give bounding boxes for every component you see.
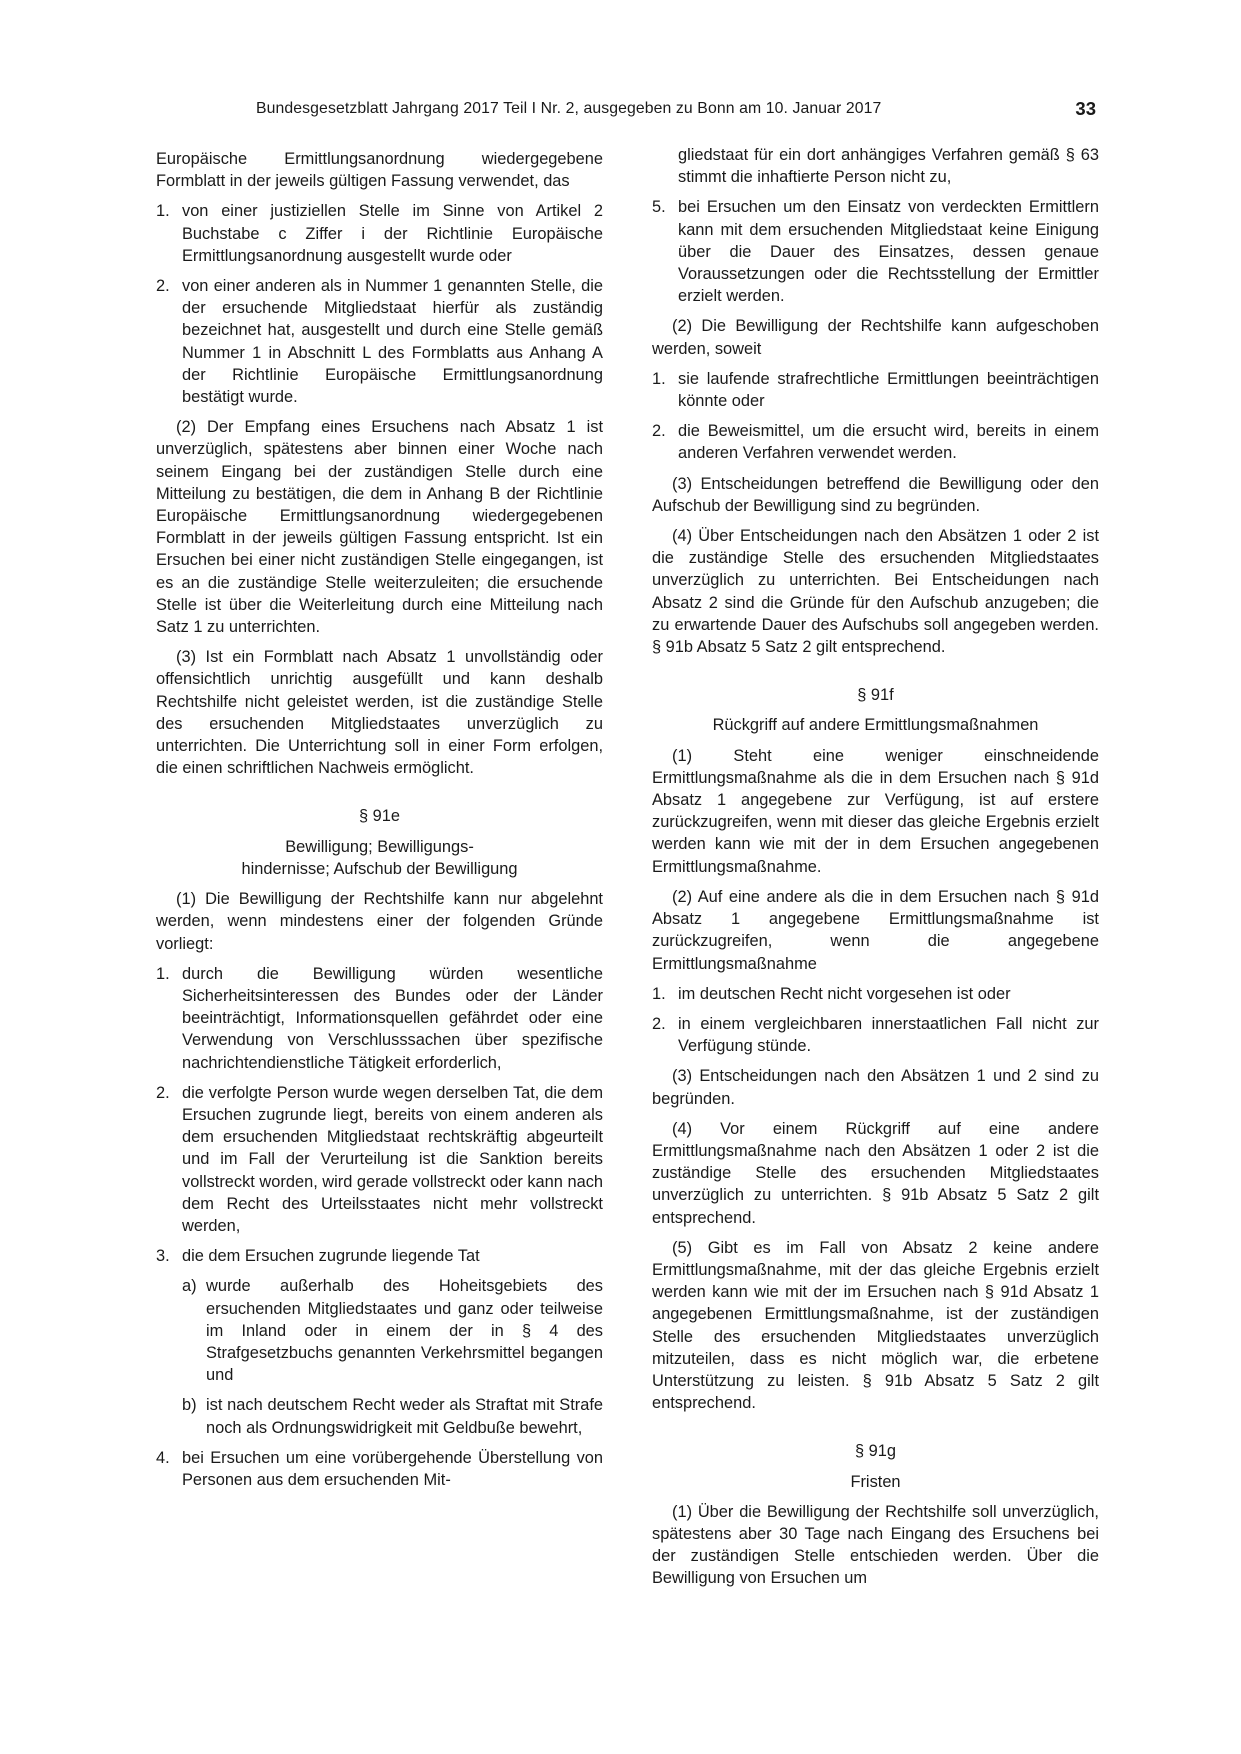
paragraph-91e-3: (3) Entscheidungen betreffend die Bewilligung oder den Aufschub der Bewilligung sind zu begründen. — [652, 474, 1099, 515]
sub-list-text: wurde außerhalb des Hoheitsgebiets des ersuchenden Mitgliedstaates und ganz oder teilweise im Inland oder in einem der in § 4 des Strafgesetzbuchs genannten Verkehrsmittel begangen und — [206, 1277, 603, 1385]
section-heading-91e: § 91e — [358, 807, 401, 826]
list-item — [156, 963, 603, 1074]
paragraph-91f-1: (1) Steht eine weniger einschneidende Ermittlungsmaßnahme als die in dem Ersuchen nach § 91d Absatz 1 angegebene zur Verfügung, ist auf erstere zurückzugreifen, wenn mit dieser das gleiche Ergebnis erzielt werden kann wie mit der in dem Ersuchen angegebenen Ermittlungsmaßnahme. — [652, 746, 1099, 876]
list-text: die verfolgte Person wurde wegen derselben Tat, die dem Ersuchen zugrunde liegt, bereits von einem anderen als dem ersuchenden Mitgliedstaat rechtskräftig abgeurteilt und im Fall der Verurteilung ist die Sanktion bereits vollstreckt worden, wird gerade vollstreckt oder kann nach dem Recht des Urteilsstaates nicht mehr vollstreckt werden, — [182, 1083, 603, 1235]
sub-list-text: ist nach deutschem Recht weder als Straftat mit Strafe noch als Ordnungswidrigkeit mit Geldbuße bewehrt, — [206, 1396, 603, 1437]
paragraph-91e-2: (2) Die Bewilligung der Rechtshilfe kann aufgeschoben werden, soweit — [652, 317, 1099, 358]
list-text: bei Ersuchen um eine vorübergehende Überstellung von Personen aus dem ersuchenden Mit- — [182, 1448, 603, 1489]
list-number: 2. — [156, 277, 170, 296]
paragraph-91f-3: (3) Entscheidungen nach den Absätzen 1 und 2 sind zu begründen. — [652, 1067, 1099, 1108]
list-item — [652, 1013, 1099, 1057]
sub-list-letter: b) — [182, 1396, 197, 1415]
list-item — [652, 983, 1099, 1005]
intro-text: Europäische Ermittlungsanordnung wiedergegebene Formblatt in der jeweils gültigen Fassung verwendet, das — [156, 150, 603, 191]
list-number: 2. — [652, 1014, 666, 1033]
list-text: in einem vergleichbaren innerstaatlichen Fall nicht zur Verfügung stünde. — [678, 1014, 1099, 1056]
paragraph-91f-4: (4) Vor einem Rückgriff auf eine andere Ermittlungsmaßnahme nach den Absätzen 1 oder 2 ist die zuständige Stelle des ersuchenden Mitgliedstaates unverzüglich zu unterrichten. § 91b Absatz 5 Satz 2 gilt entsprechend. — [652, 1119, 1099, 1227]
section-title-line: hindernisse; Aufschub der Bewilligung — [241, 859, 518, 878]
list-text: die Beweismittel, um die ersucht wird, bereits in einem anderen Verfahren verwendet werden. — [678, 422, 1099, 463]
list-number: 3. — [156, 1247, 170, 1266]
sub-list-letter: a) — [182, 1277, 197, 1296]
continued-list-text: gliedstaat für ein dort anhängiges Verfahren gemäß § 63 stimmt die inhaftierte Person nicht zu, — [678, 146, 1099, 187]
page-header — [156, 98, 1096, 124]
list-number: 2. — [652, 422, 666, 441]
list-item — [156, 275, 603, 408]
section-title-line: Bewilligung; Bewilligungs- — [285, 837, 474, 856]
list-item — [156, 1245, 603, 1267]
list-number: 1. — [156, 202, 170, 221]
page-number: 33 — [1075, 98, 1096, 119]
paragraph-3: (3) Ist ein Formblatt nach Absatz 1 unvollständig oder offensichtlich unrichtig ausgefüllt und kann deshalb Rechtshilfe nicht geleistet werden, ist die zuständige Stelle des ersuchenden Mitgliedstaates unverzüglich zu unterrichten. Die Unterrichtung soll in einer Form erfolgen, die einen schriftlichen Nachweis ermöglicht. — [156, 648, 603, 778]
list-text: durch die Bewilligung würden wesentliche Sicherheitsinteressen des Bundes oder der Länder beeinträchtigt, Informationsquellen gefährdet oder eine Verwendung von Verschlusssachen über spezifische nachrichtendienstliche Tätigkeit erforderlich, — [182, 964, 603, 1072]
left-column — [156, 148, 603, 1499]
sub-list-item — [156, 1275, 603, 1386]
list-number: 1. — [652, 984, 666, 1003]
list-number: 5. — [652, 198, 666, 217]
sub-list-item — [156, 1394, 603, 1438]
list-number: 2. — [156, 1083, 170, 1102]
paragraph-91e-4: (4) Über Entscheidungen nach den Absätzen 1 oder 2 ist die zuständige Stelle des ersuchenden Mitgliedstaates unverzüglich zu unterrichten. Bei Entscheidungen nach Absatz 2 sind die Gründe für den Aufschub anzugeben; die zu erwartende Dauer des Aufschubs soll angegeben werden. § 91b Absatz 5 Satz 2 gilt entsprechend. — [652, 527, 1099, 657]
paragraph-91g-1: (1) Über die Bewilligung der Rechtshilfe soll unverzüglich, spätestens aber 30 Tage nach Eingang des Ersuchens bei der zuständigen Stelle entschieden werden. Über die Bewilligung von Ersuchen um — [652, 1502, 1099, 1588]
list-item — [156, 200, 603, 267]
section-heading-91g: § 91g — [854, 1442, 897, 1461]
list-item — [652, 196, 1099, 307]
section-title-91f: Rückgriff auf andere Ermittlungsmaßnahmen — [712, 716, 1039, 735]
paragraph-91f-5: (5) Gibt es im Fall von Absatz 2 keine andere Ermittlungsmaßnahme, mit der das gleiche Ergebnis erzielt werden kann wie mit der im Ersuchen nach § 91d Absatz 1 angegebenen Ermittlungsmaßnahme, ist der zuständigen Stelle des ersuchenden Mitgliedstaates unverzüglich mitzuteilen, dass es nicht möglich war, die erbetene Unterstützung zu leisten. § 91b Absatz 5 Satz 2 gilt entsprechend. — [652, 1238, 1099, 1413]
list-number: 1. — [652, 369, 666, 388]
running-header: Bundesgesetzblatt Jahrgang 2017 Teil I Nr. 2, ausgegeben zu Bonn am 10. Januar 2017 — [256, 100, 882, 117]
list-text: im deutschen Recht nicht vorgesehen ist oder — [678, 984, 1011, 1003]
list-number: 1. — [156, 964, 170, 983]
list-item — [652, 420, 1099, 464]
paragraph-2: (2) Der Empfang eines Ersuchens nach Absatz 1 ist unverzüglich, spätestens aber binnen einer Woche nach seinem Eingang bei der zuständigen Stelle durch eine Mitteilung zu bestätigen, die dem in Anhang B der Richtlinie Europäische Ermittlungsanordnung wiedergegebenen Formblatt in der jeweils gültigen Fassung entspricht. Ist ein Ersuchen bei einer nicht zuständigen Stelle eingegangen, ist es an die zuständige Stelle weiterzuleiten; die ersuchende Stelle ist über die Weiterleitung durch eine Mitteilung nach Satz 1 zu unterrichten. — [156, 418, 603, 637]
list-text: von einer anderen als in Nummer 1 genannten Stelle, die der ersuchende Mitgliedstaat hierfür als zuständig bezeichnet hat, ausgestellt und durch eine Stelle gemäß Nummer 1 in Abschnitt L des Formblatts aus Anhang A der Richtlinie Europäische Ermittlungsanordnung bestätigt wurde. — [182, 277, 603, 407]
section-heading-91f: § 91f — [857, 686, 894, 705]
list-item — [156, 1447, 603, 1491]
list-text: die dem Ersuchen zugrunde liegende Tat — [182, 1247, 480, 1266]
paragraph-91f-2: (2) Auf eine andere als die in dem Ersuchen nach § 91d Absatz 1 angegebene Ermittlungsmaßnahme ist zurückzugreifen, wenn die angegebene Ermittlungsmaßnahme — [652, 887, 1099, 973]
list-text: bei Ersuchen um den Einsatz von verdeckten Ermittlern kann mit dem ersuchenden Mitgliedstaat keine Einigung über die Dauer des Einsatzes, dessen genaue Voraussetzungen oder die Rechtsstellung der Ermittler erzielt werden. — [678, 198, 1099, 306]
right-column — [652, 144, 1099, 1598]
paragraph-91e-1: (1) Die Bewilligung der Rechtshilfe kann nur abgelehnt werden, wenn mindestens einer der folgenden Gründe vorliegt: — [156, 890, 603, 953]
section-title-91g: Fristen — [850, 1472, 901, 1491]
list-item — [652, 368, 1099, 412]
list-text: sie laufende strafrechtliche Ermittlungen beeinträchtigen könnte oder — [678, 369, 1099, 411]
list-text: von einer justiziellen Stelle im Sinne von Artikel 2 Buchstabe c Ziffer i der Richtlinie Europäische Ermittlungsanordnung ausgestellt wurde oder — [182, 202, 603, 265]
section-title-91e — [156, 836, 603, 880]
list-number: 4. — [156, 1448, 170, 1467]
list-item — [156, 1082, 603, 1237]
